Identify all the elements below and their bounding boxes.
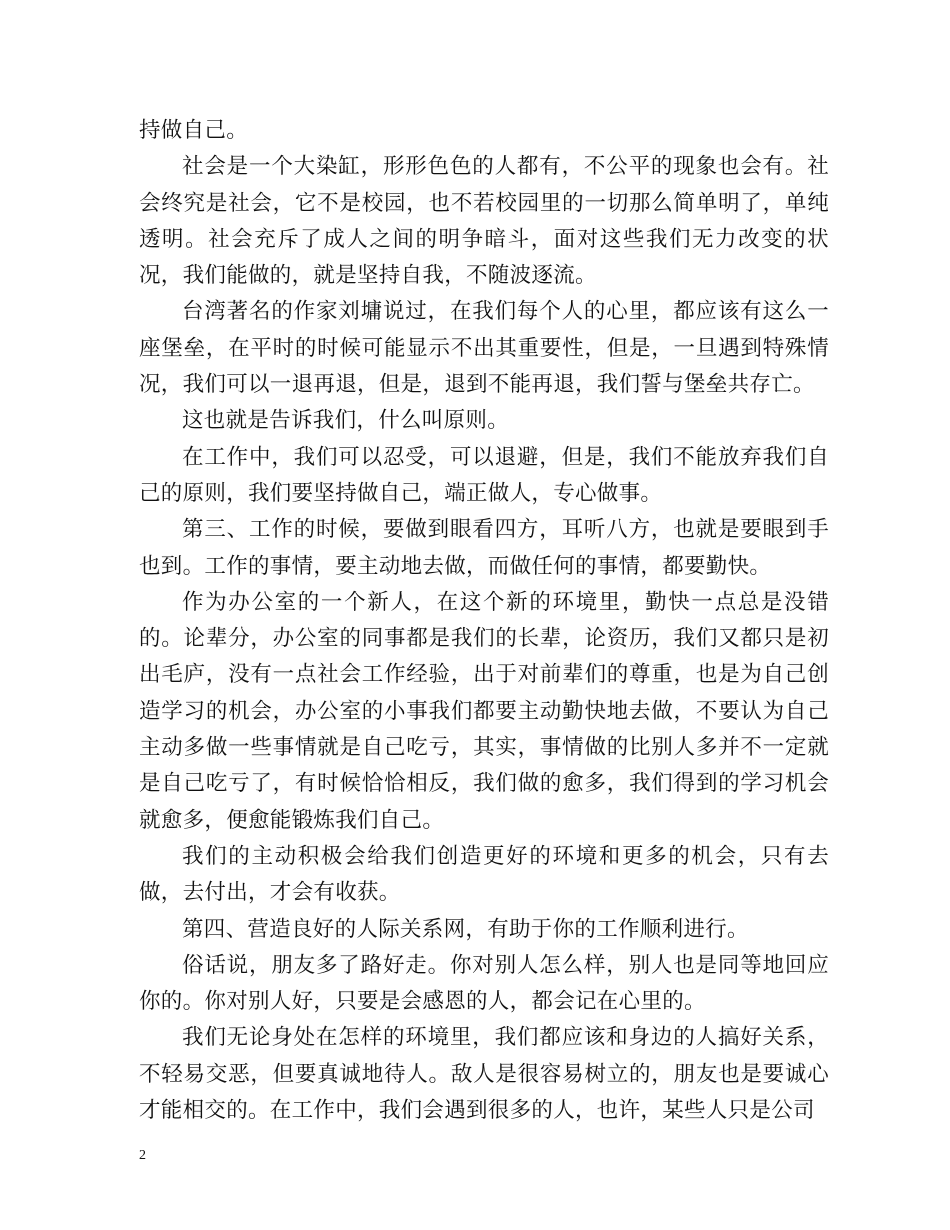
paragraph: 俗话说，朋友多了路好走。你对别人怎么样，别人也是同等地回应你的。你对别人好，只要是会感恩的人，都会记在心里的。 — [139, 952, 829, 1015]
page-number: 2 — [139, 1148, 146, 1163]
paragraph: 社会是一个大染缸，形形色色的人都有，不公平的现象也会有。社会终究是社会，它不是校园，也不若校园里的一切那么简单明了，单纯透明。社会充斥了成人之间的明争暗斗，面对这些我们无力改变的状况，我们能做的，就是坚持自我，不随波逐流。 — [139, 154, 829, 289]
paragraph: 在工作中，我们可以忍受，可以退避，但是，我们不能放弃我们自己的原则，我们要坚持做自己，端正做人，专心做事。 — [139, 444, 829, 506]
paragraph: 作为办公室的一个新人，在这个新的环境里，勤快一点总是没错的。论辈分，办公室的同事都是我们的长辈，论资历，我们又都只是初出毛庐，没有一点社会工作经验，出于对前辈们的尊重，也是为自己创造学习的机会，办公室的小事我们都要主动勤快地去做，不要认为自己主动多做一些事情就是自己吃亏，其实，事情做的比别人多并不一定就是自己吃亏了，有时候恰恰相反，我们做的愈多，我们得到的学习机会就愈多，便愈能锻炼我们自己。 — [139, 589, 829, 833]
paragraph: 我们无论身处在怎样的环境里，我们都应该和身边的人搞好关系，不轻易交恶，但要真诚地待人。敌人是很容易树立的，朋友也是要诚心才能相交的。在工作中，我们会遇到很多的人，也许，某些人只是公司 — [139, 1025, 829, 1124]
paragraph: 台湾著名的作家刘墉说过，在我们每个人的心里，都应该有这么一座堡垒，在平时的时候可能显示不出其重要性，但是，一旦遇到特殊情况，我们可以一退再退，但是，退到不能再退，我们誓与堡垒共存亡。 — [139, 299, 829, 398]
paragraph: 我们的主动积极会给我们创造更好的环境和更多的机会，只有去做，去付出，才会有收获。 — [139, 843, 829, 906]
body-text — [139, 113, 829, 1129]
paragraph-continuation: 持做自己。 — [139, 118, 249, 143]
paragraph: 第三、工作的时候，要做到眼看四方，耳听八方，也就是要眼到手也到。工作的事情，要主动地去做，而做任何的事情，都要勤快。 — [139, 517, 829, 579]
paragraph: 这也就是告诉我们，什么叫原则。 — [182, 408, 510, 434]
paragraph: 第四、营造良好的人际关系网，有助于你的工作顺利进行。 — [182, 916, 749, 942]
